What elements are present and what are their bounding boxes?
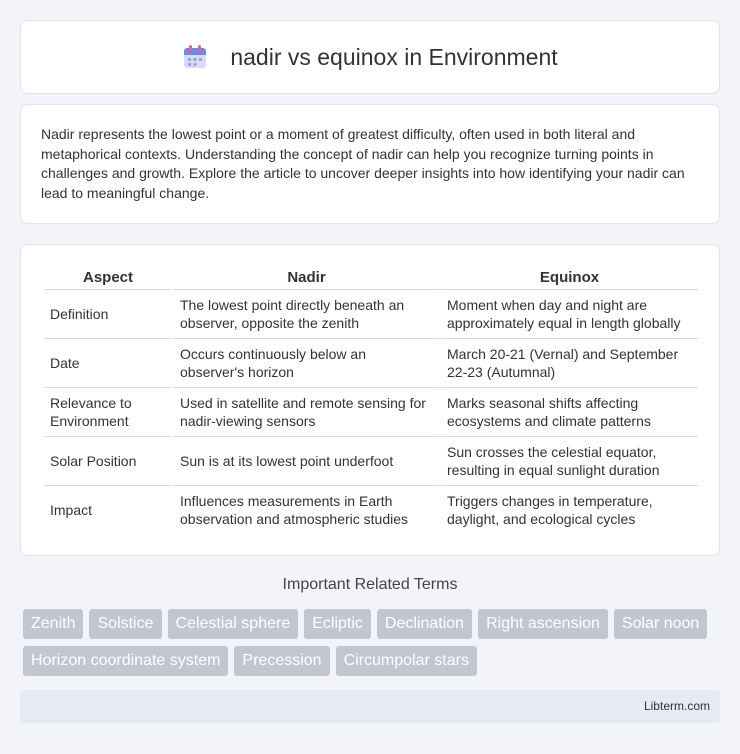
table-cell: Solar Position <box>44 436 172 485</box>
column-header: Equinox <box>539 269 600 286</box>
column-header: Aspect <box>82 269 134 286</box>
table-row <box>44 289 698 338</box>
table-cell: Occurs continuously below an observer's horizon <box>174 338 439 387</box>
related-term-tag[interactable]: Solstice <box>89 609 161 639</box>
intro-card <box>20 104 720 224</box>
table-cell: The lowest point directly beneath an observer, opposite the zenith <box>174 289 439 338</box>
footer <box>20 690 720 723</box>
table-row <box>44 387 698 436</box>
related-term-tag[interactable]: Ecliptic <box>304 609 371 639</box>
table-cell: Impact <box>44 485 172 534</box>
table-cell: Definition <box>44 289 172 338</box>
table-cell: Date <box>44 338 172 387</box>
related-term-tag[interactable]: Celestial sphere <box>168 609 299 639</box>
calendar-icon <box>182 44 208 70</box>
comparison-table-card <box>20 244 720 556</box>
table-cell: Triggers changes in temperature, daylight, and ecological cycles <box>441 485 698 534</box>
table-cell: Influences measurements in Earth observation and atmospheric studies <box>174 485 439 534</box>
related-term-tag[interactable]: Declination <box>377 609 472 639</box>
related-term-tag[interactable]: Solar noon <box>614 609 707 639</box>
table-cell: Sun crosses the celestial equator, resulting in equal sunlight duration <box>441 436 698 485</box>
related-terms-title: Important Related Terms <box>282 576 458 593</box>
related-terms-list <box>23 609 723 676</box>
related-term-tag[interactable]: Right ascension <box>478 609 608 639</box>
table-row <box>44 436 698 485</box>
column-header: Nadir <box>287 269 326 286</box>
table-cell: Sun is at its lowest point underfoot <box>174 436 439 485</box>
table-row <box>44 485 698 534</box>
table-cell: March 20-21 (Vernal) and September 22-23 (Autumnal) <box>441 338 698 387</box>
table-cell: Moment when day and night are approximately equal in length globally <box>441 289 698 338</box>
page-title: nadir vs equinox in Environment <box>230 43 558 70</box>
table-cell: Used in satellite and remote sensing for nadir-viewing sensors <box>174 387 439 436</box>
footer-site-link[interactable]: Libterm.com <box>643 699 710 713</box>
related-term-tag[interactable]: Zenith <box>23 609 83 639</box>
table-row <box>44 338 698 387</box>
intro-text: Nadir represents the lowest point or a moment of greatest difficulty, often used in both literal and metaphorical contexts. Understanding the concept of nadir can help you recognize turning points in challenges and growth. Explore the article to uncover deeper insights into how identifying your nadir can lead to meaningful change. <box>41 126 685 201</box>
related-term-tag[interactable]: Horizon coordinate system <box>23 646 228 676</box>
header-card <box>20 20 720 94</box>
comparison-table <box>42 263 700 534</box>
table-cell: Marks seasonal shifts affecting ecosystems and climate patterns <box>441 387 698 436</box>
table-cell: Relevance to Environment <box>44 387 172 436</box>
related-term-tag[interactable]: Precession <box>234 646 329 676</box>
table-header-row <box>44 263 698 289</box>
related-term-tag[interactable]: Circumpolar stars <box>336 646 477 676</box>
